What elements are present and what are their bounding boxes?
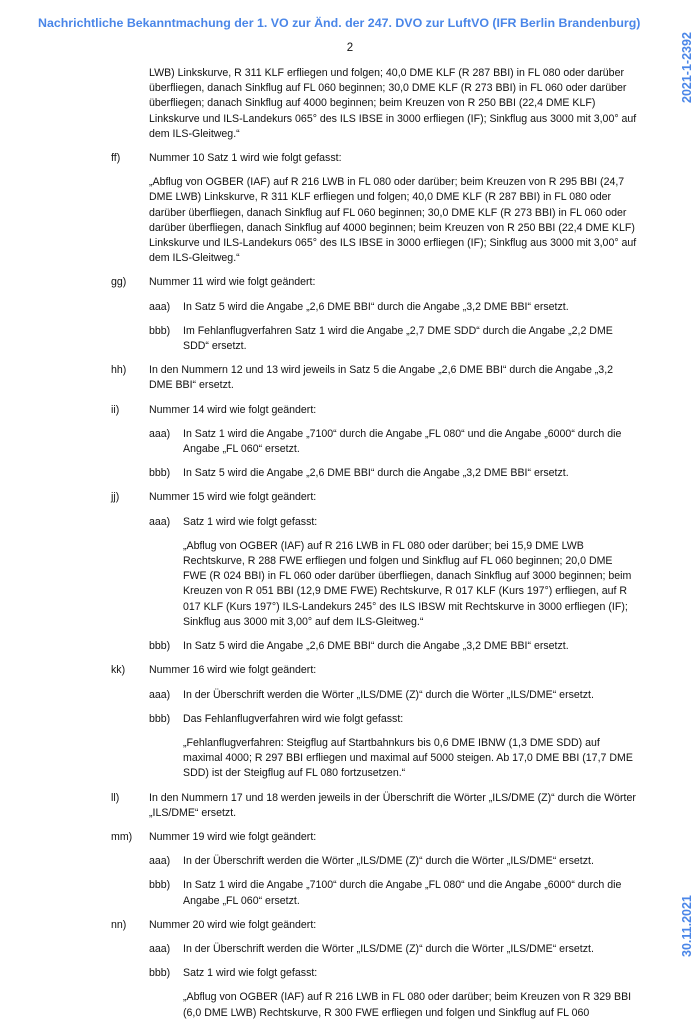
paragraph-text: LWB) Linkskurve, R 311 KLF erfliegen und folgen; 40,0 DME KLF (R 287 BBI) in FL 080 oder darüber überfliegen, danach Sinkflug auf FL 060 beginnen; 30,0 DME KLF (R 273 BBI) in FL 060 oder darüber überfliegen; danach Sinkflug auf 4000 beginnen; beim Kreuzen von R 250 BBI (22,4 DME KLF) Linkskurve und ILS-Landekurs 065° des ILS IBSE in 3000 erfliegen (IF); Sinkflug aus 3000 mit 3,00° auf dem ILS-Gleitweg.“ xyxy=(149,67,637,140)
sublist-label: bbb) xyxy=(149,967,171,980)
sublist-item-text: In Satz 1 wird die Angabe „7100“ durch die Angabe „FL 080“ und die Angabe „6000“ durch die Angabe „FL 060“ ersetzt. xyxy=(183,427,622,456)
sublist-item-bbb xyxy=(149,324,637,354)
list-item-kk xyxy=(111,663,637,678)
sublist-label: bbb) xyxy=(149,467,171,480)
quoted-text: „Abflug von OGBER (IAF) auf R 216 LWB in FL 080 oder darüber; beim Kreuzen von R 295 BBI (24,7 DME LWB) Linkskurve, R 311 KLF erfliegen und folgen; 40,0 DME KLF (R 287 BBI) in FL 080 oder darüber überfliegen, danach Sinkflug auf FL 060 beginnen; 30,0 DME KLF (R 273 BBI) in FL 060 oder darüber überfliegen, danach Sinkflug auf 4000 beginnen; beim Kreuzen von R 250 BBI (22,4 DME KLF) Linkskurve und ILS-Landekurs 065° des ILS IBSE in 3000 erfliegen (IF); Sinkflug aus 3000 mit 3,00° auf dem ILS-Gleitweg.“ xyxy=(149,176,637,265)
list-label: mm) xyxy=(111,830,133,843)
list-label: hh) xyxy=(111,364,127,377)
quoted-block xyxy=(149,175,637,266)
list-item-text: Nummer 19 wird wie folgt geändert: xyxy=(149,830,317,843)
list-label: ll) xyxy=(111,791,120,804)
sublist-label: bbb) xyxy=(149,324,171,337)
sublist-item-text: In Satz 5 wird die Angabe „2,6 DME BBI“ durch die Angabe „3,2 DME BBI“ ersetzt. xyxy=(183,640,569,653)
list-label: ii) xyxy=(111,403,120,416)
sublist-item-aaa xyxy=(149,427,637,457)
sublist-item-text: In Satz 1 wird die Angabe „7100“ durch die Angabe „FL 080“ und die Angabe „6000“ durch die Angabe „FL 060“ ersetzt. xyxy=(183,879,622,907)
list-item-jj xyxy=(111,490,637,505)
quoted-block xyxy=(183,539,637,630)
sublist-item-text: Satz 1 wird wie folgt gefasst: xyxy=(183,967,318,980)
page-number: 2 xyxy=(346,42,354,54)
sublist-label: aaa) xyxy=(149,942,171,955)
list-item-text: Nummer 20 wird wie folgt geändert: xyxy=(149,918,317,931)
sublist-item-bbb xyxy=(149,878,637,908)
sublist-label: aaa) xyxy=(149,427,171,440)
sublist-item-text: Satz 1 wird wie folgt gefasst: xyxy=(183,515,318,528)
sublist-label: aaa) xyxy=(149,688,171,701)
sublist-item-text: In der Überschrift werden die Wörter „ILS/DME (Z)“ durch die Wörter „ILS/DME“ ersetzt. xyxy=(183,688,594,701)
list-item-hh xyxy=(111,363,637,393)
sublist-item-text: In Satz 5 wird die Angabe „2,6 DME BBI“ durch die Angabe „3,2 DME BBI“ ersetzt. xyxy=(183,300,569,313)
list-label: jj) xyxy=(111,491,120,504)
sublist-item-bbb xyxy=(149,466,637,481)
sublist-label: bbb) xyxy=(149,712,171,725)
document-body xyxy=(0,66,700,1021)
sublist-item-text: In der Überschrift werden die Wörter „ILS/DME (Z)“ durch die Wörter „ILS/DME“ ersetzt. xyxy=(183,942,594,955)
sublist-item-aaa xyxy=(149,515,637,530)
list-label: gg) xyxy=(111,276,127,289)
quoted-block xyxy=(183,736,637,782)
sublist-label: aaa) xyxy=(149,855,171,868)
document-header-title: Nachrichtliche Bekanntmachung der 1. VO zur Änd. der 247. DVO zur LuftVO (IFR Berlin Brandenburg) xyxy=(38,16,641,30)
document-date-label: 30.11.2021 xyxy=(680,895,694,957)
list-item-text: Nummer 11 wird wie folgt geändert: xyxy=(149,276,316,289)
list-item-text: Nummer 14 wird wie folgt geändert: xyxy=(149,403,317,416)
sublist-item-text: In der Überschrift werden die Wörter „ILS/DME (Z)“ durch die Wörter „ILS/DME“ ersetzt. xyxy=(183,855,594,868)
list-item-gg xyxy=(111,275,637,290)
sublist-label: bbb) xyxy=(149,879,171,892)
sublist-item-aaa xyxy=(149,300,637,315)
paragraph-continuation xyxy=(149,66,637,142)
document-id-label: 2021-1-2392 xyxy=(680,32,694,103)
sublist-item-text: In Satz 5 wird die Angabe „2,6 DME BBI“ durch die Angabe „3,2 DME BBI“ ersetzt. xyxy=(183,467,569,480)
sublist-item-aaa xyxy=(149,942,637,957)
list-item-nn xyxy=(111,918,637,933)
list-item-text: Nummer 10 Satz 1 wird wie folgt gefasst: xyxy=(149,152,342,165)
quoted-text: „Abflug von OGBER (IAF) auf R 216 LWB in FL 080 oder darüber; beim Kreuzen von R 329 BBI (6,0 DME LWB) Rechtskurve, R 300 FWE erfliegen und folgen und Sinkflug auf FL 060 xyxy=(183,991,632,1019)
quoted-text: „Abflug von OGBER (IAF) auf R 216 LWB in FL 080 oder darüber; bei 15,9 DME LWB Rechtskurve, R 288 FWE erfliegen und folgen und Sinkflug auf FL 060 beginnen; 20,0 DME FWE (R 024 BBI) in FL 060 oder darüber überfliegen, danach Sinkflug auf 3000 beginnen; beim Kreuzen von R 051 BBI (12,9 DME FWE) Rechtskurve, R 017 KLF (Kurs 197°) erfliegen, auf R 017 KLF (Kurs 197°) ILS-Landekurs 245° des ILS IBSW mit Rechtskurve in 3000 erfliegen (IF); Sinkflug aus 3000 mit 3,00° auf dem ILS-Gleitweg.“ xyxy=(183,539,632,628)
sublist-item-bbb xyxy=(149,712,637,727)
list-item-ii xyxy=(111,403,637,418)
sublist-item-bbb xyxy=(149,966,637,981)
sublist-label: aaa) xyxy=(149,515,171,528)
list-item-text: In den Nummern 12 und 13 wird jeweils in Satz 5 die Angabe „2,6 DME BBI“ durch die Angabe „3,2 DME BBI“ ersetzt. xyxy=(149,364,614,392)
list-item-mm xyxy=(111,830,637,845)
sublist-item-text: Das Fehlanflugverfahren wird wie folgt gefasst: xyxy=(183,712,404,725)
quoted-text: „Fehlanflugverfahren: Steigflug auf Startbahnkurs bis 0,6 DME IBNW (1,3 DME SDD) auf maximal 4000; R 297 BBI erfliegen und maximal auf 5000 steigen. Ab 17,0 DME BBI (17,7 DME SDD) ist der Steigflug auf FL 080 fortzusetzen.“ xyxy=(183,736,633,780)
sublist-item-aaa xyxy=(149,688,637,703)
sublist-label: bbb) xyxy=(149,640,171,653)
quoted-block xyxy=(183,990,637,1020)
list-item-text: Nummer 15 wird wie folgt geändert: xyxy=(149,491,317,504)
list-item-text: Nummer 16 wird wie folgt geändert: xyxy=(149,664,317,677)
sublist-item-aaa xyxy=(149,854,637,869)
list-label: ff) xyxy=(111,152,121,165)
list-item-ff xyxy=(111,151,637,166)
list-label: nn) xyxy=(111,918,127,931)
list-item-ll xyxy=(111,791,637,821)
list-label: kk) xyxy=(111,664,126,677)
sublist-item-text: Im Fehlanflugverfahren Satz 1 wird die Angabe „2,7 DME SDD“ durch die Angabe „2,2 DME SDD“ ersetzt. xyxy=(183,324,613,353)
list-item-text: In den Nummern 17 und 18 werden jeweils in der Überschrift die Wörter „ILS/DME (Z)“ durch die Wörter „ILS/DME“ ersetzt. xyxy=(149,791,636,819)
sublist-item-bbb xyxy=(149,639,637,654)
sublist-label: aaa) xyxy=(149,300,171,313)
